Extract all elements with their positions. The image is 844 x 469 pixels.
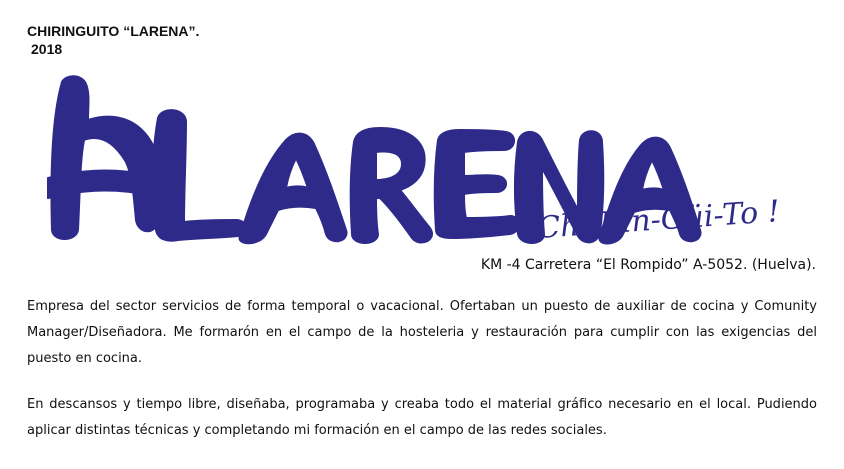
company-title: CHIRINGUITO “LARENA”. [27,23,200,39]
description-paragraph-2: En descansos y tiempo libre, diseñaba, programaba y creaba todo el material gráfico necesario en el local. Pudiendo aplicar distintas técnicas y completando mi formación en el campo de las redes sociales. [27,397,817,438]
job-year: 2018 [31,41,63,57]
larena-logo [40,70,830,260]
address-line: KM -4 Carretera “El Rompido” A-5052. (Huelva). [480,257,816,273]
logo-tagline: Chi-Rin-Güi-To ! [536,194,781,246]
description-paragraph-1: Empresa del sector servicios de forma temporal o vacacional. Ofertaban un puesto de auxiliar de cocina y Comunity Manager/Diseñadora. Me formarón en el campo de la hosteleria y restauración para cumplir con las exigencias del puesto en cocina. [27,299,817,366]
job-heading [27,22,199,58]
